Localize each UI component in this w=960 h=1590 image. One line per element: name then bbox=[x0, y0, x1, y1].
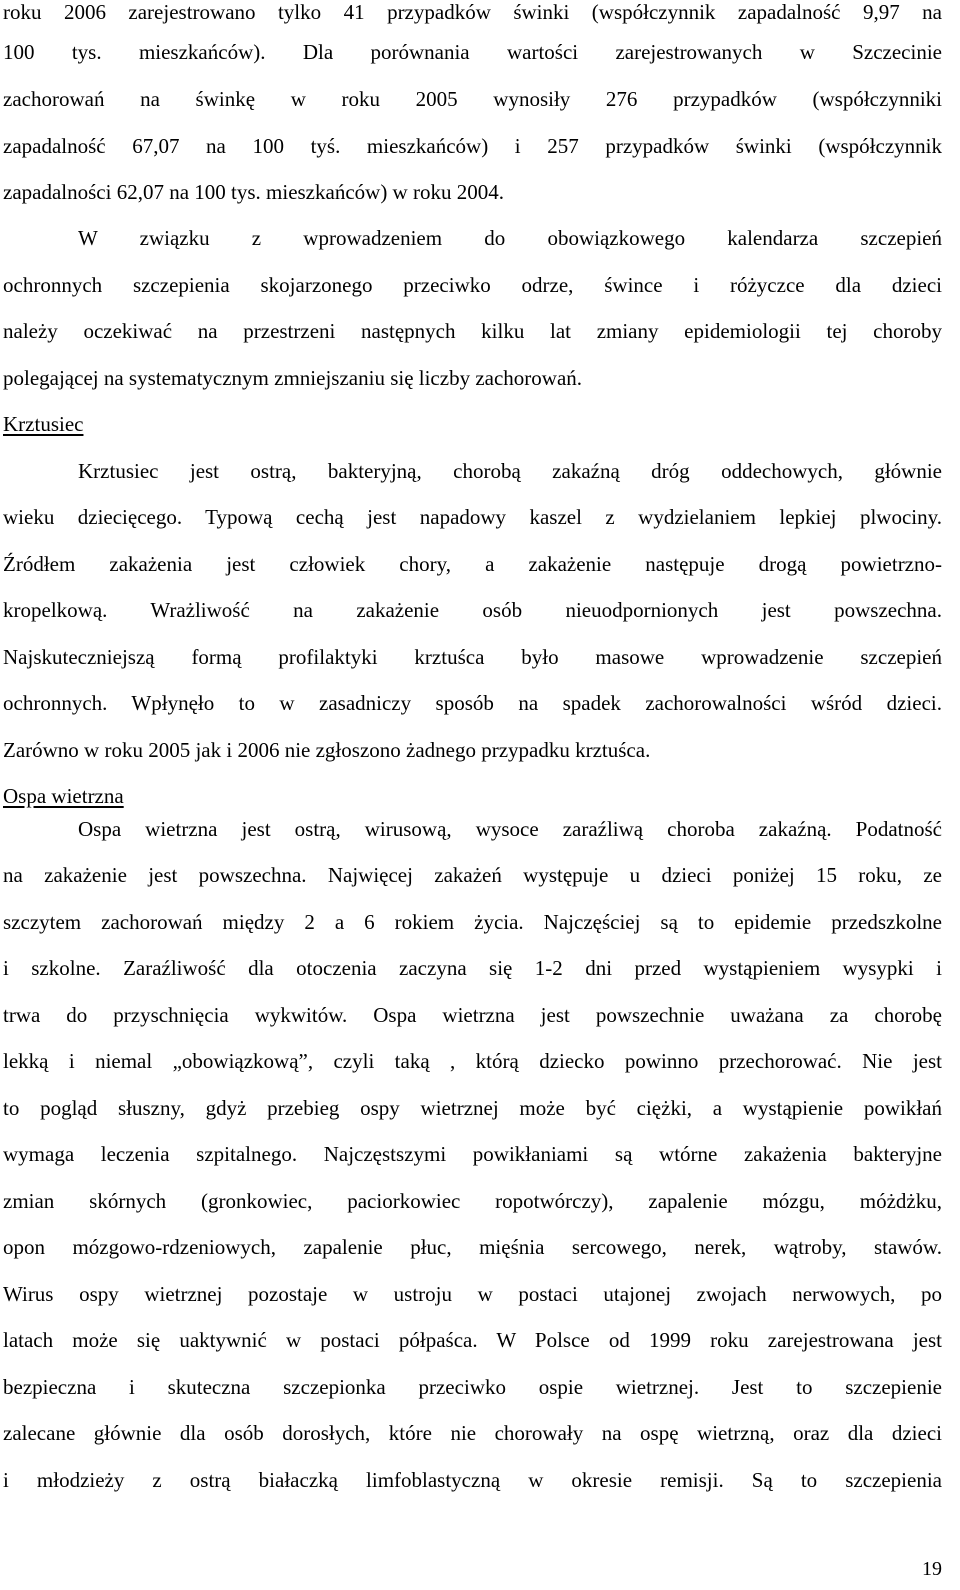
text-line: W związku z wprowadzeniem do obowiązkowego kalendarza szczepień bbox=[78, 226, 942, 250]
text-line: Zarówno w roku 2005 jak i 2006 nie zgłoszono żadnego przypadku krztuśca. bbox=[3, 738, 651, 762]
text-line: wymaga leczenia szpitalnego. Najczęstszymi powikłaniami są wtórne zakażenia bakteryjne bbox=[3, 1142, 942, 1166]
text-line: na zakażenie jest powszechna. Najwięcej zakażeń występuje u dzieci poniżej 15 roku, ze bbox=[3, 863, 942, 887]
text-line: zmian skórnych (gronkowiec, paciorkowiec ropotwórczy), zapalenie mózgu, móżdżku, bbox=[3, 1189, 942, 1213]
page-number: 19 bbox=[922, 1558, 942, 1580]
text-line: ochronnych szczepienia skojarzonego przeciwko odrze, śwince i różyczce dla dzieci bbox=[3, 273, 942, 297]
text-line: zapadalności 62,07 na 100 tys. mieszkańców) w roku 2004. bbox=[3, 180, 504, 204]
text-line: Ospa wietrzna jest ostrą, wirusową, wysoce zaraźliwą choroba zakaźną. Podatność bbox=[78, 817, 942, 841]
text-line: Krztusiec jest ostrą, bakteryjną, chorobą zakaźną dróg oddechowych, głównie bbox=[78, 459, 942, 483]
text-line: należy oczekiwać na przestrzeni następnych kilku lat zmiany epidemiologii tej choroby bbox=[3, 319, 942, 343]
text-line: to pogląd słuszny, gdyż przebieg ospy wietrznej może być ciężki, a wystąpienie powikłań bbox=[3, 1096, 942, 1120]
text-line: opon mózgowo-rdzeniowych, zapalenie płuc, mięśnia sercowego, nerek, wątroby, stawów. bbox=[3, 1235, 942, 1259]
text-line: kropelkową. Wrażliwość na zakażenie osób nieuodpornionych jest powszechna. bbox=[3, 598, 942, 622]
text-line: lekką i niemal „obowiązkową”, czyli taką , którą dziecko powinno przechorować. Nie jest bbox=[3, 1049, 942, 1073]
text-line: trwa do przyschnięcia wykwitów. Ospa wietrzna jest powszechnie uważana za chorobę bbox=[3, 1003, 942, 1027]
section-heading-krztusiec: Krztusiec bbox=[3, 412, 84, 436]
text-line: 100 tys. mieszkańców). Dla porównania wartości zarejestrowanych w Szczecinie bbox=[3, 40, 942, 64]
text-line: roku 2006 zarejestrowano tylko 41 przypadków świnki (współczynnik zapadalność 9,97 na bbox=[3, 0, 942, 24]
text-line: i szkolne. Zaraźliwość dla otoczenia zaczyna się 1-2 dni przed wystąpieniem wysypki i bbox=[3, 956, 942, 980]
text-line: Najskuteczniejszą formą profilaktyki krztuśca było masowe wprowadzenie szczepień bbox=[3, 645, 942, 669]
text-line: zachorowań na świnkę w roku 2005 wynosiły 276 przypadków (współczynniki bbox=[3, 87, 942, 111]
text-line: zalecane głównie dla osób dorosłych, które nie chorowały na ospę wietrzną, oraz dla dzieci bbox=[3, 1421, 942, 1445]
text-line: wieku dziecięcego. Typową cechą jest napadowy kaszel z wydzielaniem lepkiej plwociny. bbox=[3, 505, 942, 529]
section-heading-ospa-wietrzna: Ospa wietrzna bbox=[3, 784, 124, 808]
text-line: bezpieczna i skuteczna szczepionka przeciwko ospie wietrznej. Jest to szczepienie bbox=[3, 1375, 942, 1399]
text-line: szczytem zachorowań między 2 a 6 rokiem życia. Najczęściej są to epidemie przedszkolne bbox=[3, 910, 942, 934]
text-line: zapadalność 67,07 na 100 tyś. mieszkańców) i 257 przypadków świnki (współczynnik bbox=[3, 134, 942, 158]
text-line: Wirus ospy wietrznej pozostaje w ustroju w postaci utajonej zwojach nerwowych, po bbox=[3, 1282, 942, 1306]
text-line: ochronnych. Wpłynęło to w zasadniczy sposób na spadek zachorowalności wśród dzieci. bbox=[3, 691, 942, 715]
text-line: polegającej na systematycznym zmniejszaniu się liczby zachorowań. bbox=[3, 366, 583, 390]
text-line: Źródłem zakażenia jest człowiek chory, a zakażenie następuje drogą powietrzno- bbox=[3, 552, 942, 576]
text-line: i młodzieży z ostrą białaczką limfoblastyczną w okresie remisji. Są to szczepienia bbox=[3, 1468, 942, 1492]
text-line: latach może się uaktywnić w postaci półpaśca. W Polsce od 1999 roku zarejestrowana jest bbox=[3, 1328, 942, 1352]
